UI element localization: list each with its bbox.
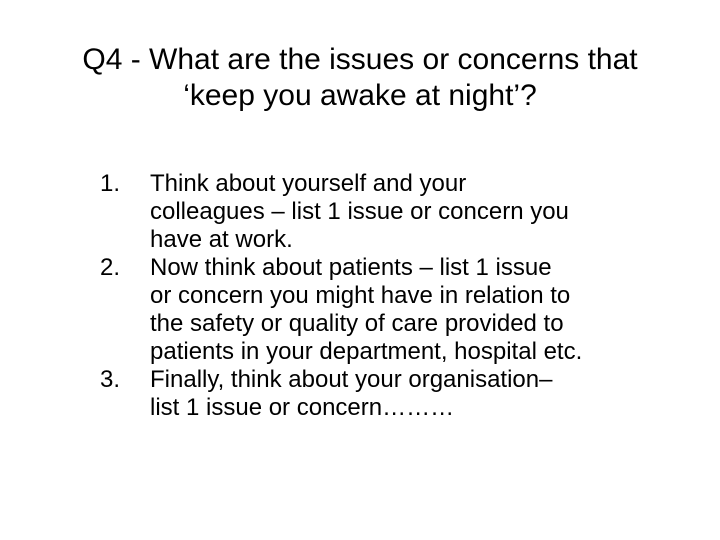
item-line: Finally, think about your organisation– <box>150 366 553 393</box>
item-line: or concern you might have in relation to <box>150 282 571 309</box>
slide-title <box>40 42 680 114</box>
question-list <box>100 170 680 422</box>
list-item <box>100 170 680 254</box>
item-line: Now think about patients – list 1 issue <box>150 254 552 281</box>
item-line: have at work. <box>150 226 293 253</box>
item-number: 1. <box>100 170 121 197</box>
item-line: colleagues – list 1 issue or concern you <box>150 198 569 225</box>
title-line: Q4 - What are the issues or concerns that <box>82 43 638 76</box>
item-line: Think about yourself and your <box>150 170 467 197</box>
item-line: list 1 issue or concern……… <box>150 394 455 421</box>
item-number: 3. <box>100 366 121 393</box>
list-item <box>100 366 680 422</box>
list-item <box>100 254 680 366</box>
title-line: ‘keep you awake at night’? <box>183 79 537 112</box>
item-line: the safety or quality of care provided to <box>150 310 564 337</box>
item-number: 2. <box>100 254 121 281</box>
item-line: patients in your department, hospital etc. <box>150 338 583 365</box>
